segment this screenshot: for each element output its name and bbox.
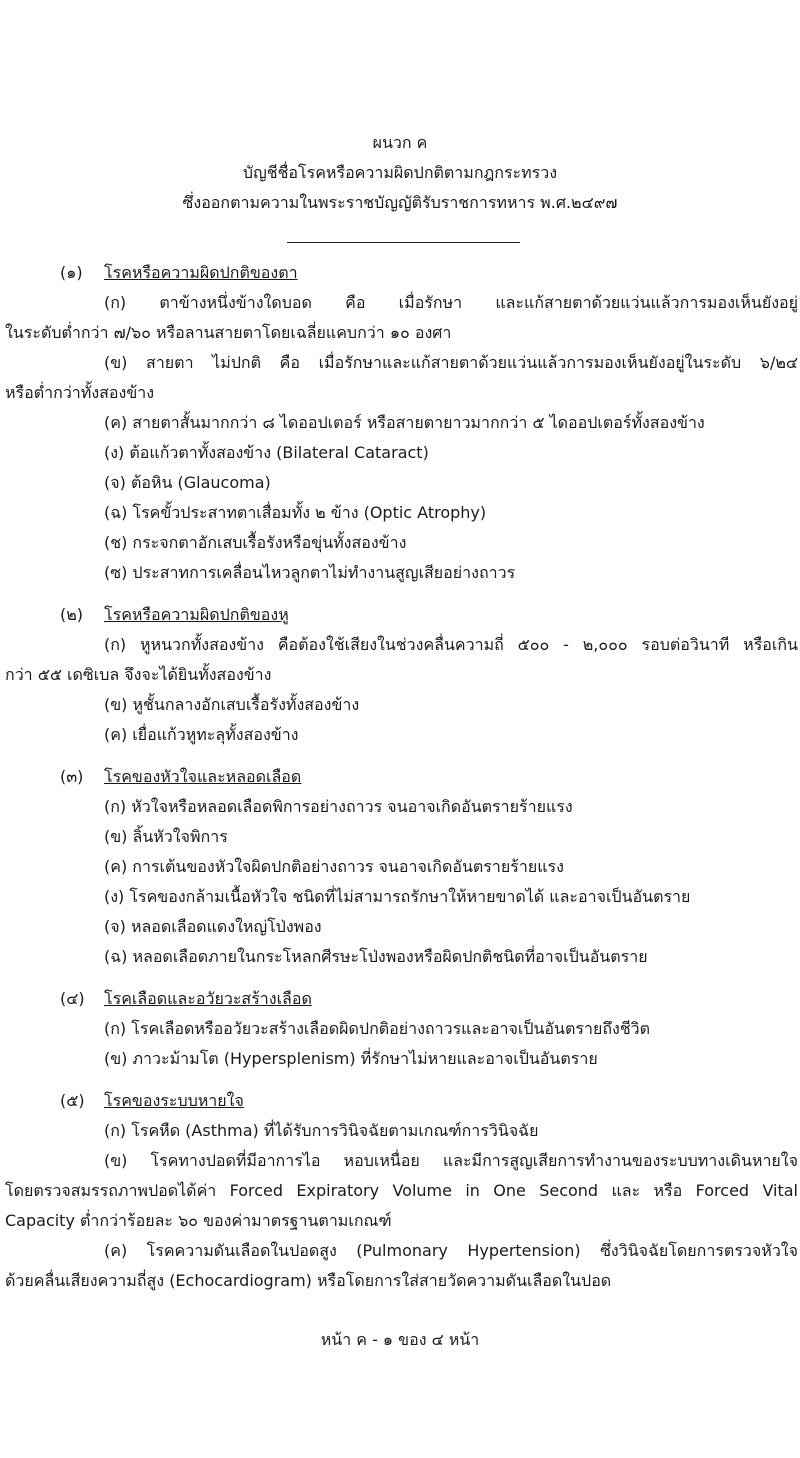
list-item (0, 942, 800, 972)
section-title: โรคของหัวใจและหลอดเลือด (104, 767, 302, 786)
section-number: (๒) (60, 605, 84, 624)
section-title: โรคหรือความผิดปกติของหู (104, 605, 289, 624)
item-text: (ซ) ประสาทการเคลื่อนไหวลูกตาไม่ทำงานสูญเสียอย่างถาวร (104, 563, 516, 582)
list-item (0, 288, 800, 348)
list-item (0, 792, 800, 822)
item-text: (ก) โรคหืด (Asthma) ที่ได้รับการวินิจฉัยตามเกณฑ์การวินิจฉัย (104, 1121, 539, 1140)
section-number: (๑) (60, 263, 83, 282)
list-item (0, 1014, 800, 1044)
item-text: (ก) ตาข้างหนึ่งข้างใดบอด คือ เมื่อรักษา และแก้สายตาด้วยแว่นแล้วการมองเห็นยังอยู่ (104, 293, 798, 312)
section (0, 762, 800, 972)
list-item (0, 348, 800, 408)
item-text: (ข) ภาวะม้ามโต (Hypersplenism) ที่รักษาไม่หายและอาจเป็นอันตราย (104, 1049, 598, 1068)
section-title: โรคหรือความผิดปกติของตา (104, 263, 298, 282)
item-text: (ก) โรคเลือดหรืออวัยวะสร้างเลือดผิดปกติอย่างถาวรและอาจเป็นอันตรายถึงชีวิต (104, 1019, 651, 1038)
item-text: (ข) ลิ้นหัวใจพิการ (104, 827, 228, 846)
item-text: (ฉ) โรคขั้วประสาทตาเสื่อมทั้ง ๒ ข้าง (Optic Atrophy) (104, 503, 487, 522)
disease-list (0, 258, 800, 1296)
list-item (0, 690, 800, 720)
list-item (0, 882, 800, 912)
item-text: (ค) เยื่อแก้วหูทะลุทั้งสองข้าง (104, 725, 299, 744)
list-item (0, 528, 800, 558)
item-text-continued: ด้วยคลื่นเสียงความถี่สูง (Echocardiogram) หรือโดยการใส่สายวัดความดันเลือดในปอด (5, 1271, 612, 1290)
item-text-continued: กว่า ๕๕ เดซิเบล จึงจะได้ยินทั้งสองข้าง (5, 665, 272, 684)
section-number: (๕) (60, 1091, 85, 1110)
section-heading (0, 258, 800, 288)
list-item (0, 630, 800, 690)
list-item (0, 438, 800, 468)
section-heading (0, 1086, 800, 1116)
list-item (0, 1116, 800, 1146)
document-header (0, 128, 800, 218)
section (0, 600, 800, 750)
list-item (0, 468, 800, 498)
item-text: (จ) หลอดเลือดแดงใหญ่โป่งพอง (104, 917, 322, 936)
item-text-continued: ในระดับต่ำกว่า ๗/๖๐ หรือลานสายตาโดยเฉลี่ยแคบกว่า ๑๐ องศา (5, 323, 452, 342)
item-text: (ก) หัวใจหรือหลอดเลือดพิการอย่างถาวร จนอาจเกิดอันตรายร้ายแรง (104, 797, 573, 816)
section-heading (0, 600, 800, 630)
list-item (0, 1146, 800, 1236)
item-text: (ค) การเต้นของหัวใจผิดปกติอย่างถาวร จนอาจเกิดอันตรายร้ายแรง (104, 857, 564, 876)
item-text: (ค) โรคความดันเลือดในปอดสูง (Pulmonary Hypertension) ซึ่งวินิจฉัยโดยการตรวจหัวใจ (104, 1241, 798, 1260)
list-item (0, 1044, 800, 1074)
list-item (0, 498, 800, 528)
section-number: (๓) (60, 767, 84, 786)
item-text-continued: Capacity ต่ำกว่าร้อยละ ๖๐ ของค่ามาตรฐานตามเกณฑ์ (5, 1211, 392, 1230)
item-text: (ค) สายตาสั้นมากกว่า ๘ ไดออปเตอร์ หรือสายตายาวมากกว่า ๕ ไดออปเตอร์ทั้งสองข้าง (104, 413, 705, 432)
item-text-continued: โดยตรวจสมรรถภาพปอดได้ค่า Forced Expiratory Volume in One Second และ หรือ Forced Vital (5, 1181, 798, 1200)
item-text: (ข) สายตา ไม่ปกติ คือ เมื่อรักษาและแก้สายตาด้วยแว่นแล้วการมองเห็นยังอยู่ในระดับ ๖/๒๔ (104, 353, 798, 372)
item-text: (ง) ต้อแก้วตาทั้งสองข้าง (Bilateral Cataract) (104, 443, 429, 462)
item-text: (ฉ) หลอดเลือดภายในกระโหลกศีรษะโป่งพองหรือผิดปกติชนิดที่อาจเป็นอันตราย (104, 947, 648, 966)
item-text: (ข) โรคทางปอดที่มีอาการไอ หอบเหนื่อย และมีการสูญเสียการทำงานของระบบทางเดินหายใจ (104, 1151, 798, 1170)
section-title: โรคของระบบหายใจ (104, 1091, 244, 1110)
header-divider (287, 242, 520, 243)
section-heading (0, 762, 800, 792)
item-text: (ข) หูชั้นกลางอักเสบเรื้อรังทั้งสองข้าง (104, 695, 360, 714)
list-item (0, 720, 800, 750)
list-item (0, 852, 800, 882)
section (0, 1086, 800, 1296)
page-footer: หน้า ค - ๑ ของ ๔ หน้า (320, 1330, 480, 1349)
list-item (0, 1236, 800, 1296)
act-reference: ซึ่งออกตามความในพระราชบัญญัติรับราชการทหาร พ.ศ.๒๔๙๗ (182, 193, 618, 212)
item-text: (จ) ต้อหิน (Glaucoma) (104, 473, 271, 492)
list-item (0, 408, 800, 438)
list-item (0, 822, 800, 852)
list-item (0, 912, 800, 942)
section (0, 258, 800, 588)
annex-title: ผนวก ค (372, 133, 428, 152)
section-title: โรคเลือดและอวัยวะสร้างเลือด (104, 989, 312, 1008)
section-heading (0, 984, 800, 1014)
item-text: (ก) หูหนวกทั้งสองข้าง คือต้องใช้เสียงในช่วงคลื่นความถี่ ๕๐๐ - ๒,๐๐๐ รอบต่อวินาที หรือเกิน (104, 635, 798, 654)
item-text: (ง) โรคของกล้ามเนื้อหัวใจ ชนิดที่ไม่สามารถรักษาให้หายขาดได้ และอาจเป็นอันตราย (104, 887, 691, 906)
section-number: (๔) (60, 989, 85, 1008)
item-text: (ช) กระจกตาอักเสบเรื้อรังหรือขุ่นทั้งสองข้าง (104, 533, 407, 552)
section (0, 984, 800, 1074)
list-item (0, 558, 800, 588)
list-title: บัญชีชื่อโรคหรือความผิดปกติตามกฎกระทรวง (242, 163, 558, 182)
item-text-continued: หรือต่ำกว่าทั้งสองข้าง (5, 383, 155, 402)
